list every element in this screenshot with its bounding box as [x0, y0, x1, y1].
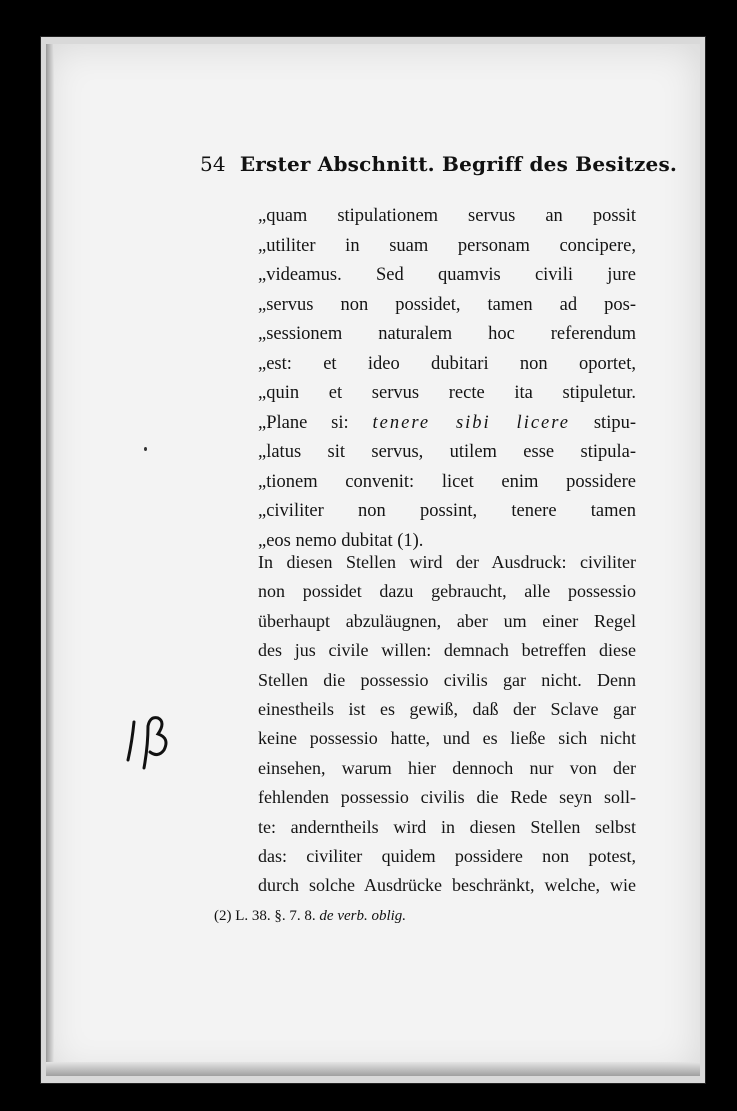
chapter-title: Erster Abschnitt. Begriff des Besitzes.	[239, 152, 678, 176]
quote-line: „civiliter non possint, tenere tamen	[258, 501, 636, 521]
quote-line: „latus sit servus, utilem esse stipula-	[258, 442, 636, 462]
quote-line: „est: et ideo dubitari non oportet,	[258, 353, 636, 374]
footnote-reference: (2) L. 38. §. 7. 8.	[214, 908, 320, 924]
paragraph-line: keine possessio hatte, und es ließe sich nicht	[258, 728, 636, 749]
quote-line: „quam stipulationem servus an possit	[258, 206, 636, 226]
paragraph-line: einestheils ist es gewiß, daß der Sclave gar	[258, 698, 636, 719]
footnote	[214, 908, 406, 925]
quote-line-end: stipu-	[569, 412, 636, 433]
paragraph-line: non possidet dazu gebraucht, alle possessio	[258, 581, 636, 602]
quote-line: „utiliter in suam personam concipere,	[258, 235, 636, 256]
paragraph-line: durch solche Ausdrücke beschränkt, welche, wie	[258, 875, 636, 896]
quote-line: „servus non possidet, tamen ad pos-	[258, 294, 636, 315]
latin-quote	[258, 202, 636, 556]
quote-line: „videamus. Sed quamvis civili jure	[258, 265, 636, 285]
footnote-source: de verb. oblig.	[319, 908, 407, 924]
paragraph-line: das: civiliter quidem possidere non potest,	[258, 845, 636, 866]
paragraph-line: einsehen, warum hier dennoch nur von der	[258, 757, 636, 778]
ink-speck	[144, 447, 147, 451]
quote-line: „tionem convenit: licet enim possidere	[258, 471, 636, 492]
paragraph-line: fehlenden possessio civilis die Rede seyn soll-	[258, 787, 636, 808]
quote-line: „eos nemo dubitat (1).	[258, 530, 424, 551]
quote-line: „quin et servus recte ita stipuletur.	[258, 383, 636, 403]
running-header	[200, 152, 677, 176]
page-edge-left	[46, 44, 54, 1076]
paragraph-line: überhaupt abzuläugnen, aber um einer Regel	[258, 610, 636, 631]
paragraph-line: des jus civile willen: demnach betreffen diese	[258, 640, 636, 661]
paragraph-line: te: anderntheils wird in diesen Stellen selbst	[258, 816, 636, 837]
handwritten-margin-note	[118, 712, 188, 776]
handwritten-mark-icon	[118, 712, 188, 772]
paragraph-line: In diesen Stellen wird der Ausdruck: civiliter	[258, 552, 636, 572]
quote-line: „sessionem naturalem hoc referendum	[258, 324, 636, 344]
page-number: 54	[200, 152, 226, 176]
quote-line-start: „Plane si:	[258, 412, 349, 433]
emphasized-phrase: tenere sibi licere	[372, 412, 570, 433]
quote-line-emphasis	[258, 409, 636, 439]
body-paragraph	[258, 548, 636, 901]
page-edge-bottom	[46, 1062, 700, 1076]
paragraph-line: Stellen die possessio civilis gar nicht. Denn	[258, 669, 636, 690]
